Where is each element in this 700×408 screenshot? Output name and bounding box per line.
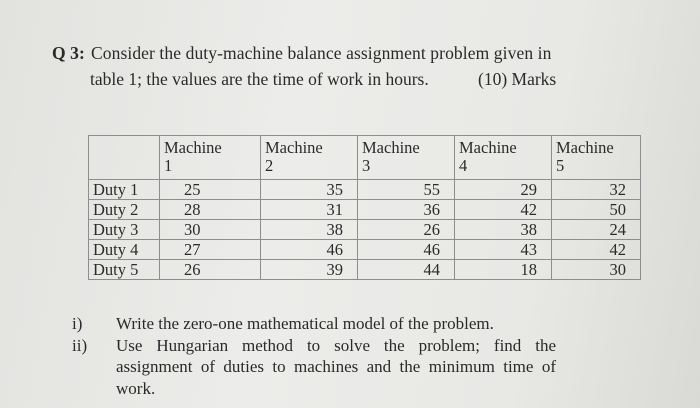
table-cell: 27 — [160, 240, 261, 260]
column-header-machine-1: Machine 1 — [160, 136, 261, 180]
table-row — [89, 260, 641, 280]
table-cell: 42 — [455, 200, 552, 220]
table-cell: 38 — [455, 220, 552, 240]
list-item — [72, 313, 556, 335]
table-row — [89, 180, 641, 200]
column-header-machine-2: Machine 2 — [261, 136, 358, 180]
table-header-row — [89, 136, 641, 180]
sub-question-list — [72, 313, 556, 399]
table-cell: 42 — [552, 240, 641, 260]
row-label: Duty 1 — [89, 180, 160, 200]
table-cell: 18 — [455, 260, 552, 280]
table-cell: 31 — [261, 200, 358, 220]
table-cell: 44 — [358, 260, 455, 280]
table-cell: 46 — [261, 240, 358, 260]
table-cell: 35 — [261, 180, 358, 200]
table-cell: 32 — [552, 180, 641, 200]
table-cell: 26 — [160, 260, 261, 280]
table-corner-cell — [89, 136, 160, 180]
table-cell: 50 — [552, 200, 641, 220]
table-cell: 46 — [358, 240, 455, 260]
table-cell: 30 — [552, 260, 641, 280]
question-marks: (10) Marks — [478, 69, 557, 89]
row-label: Duty 2 — [89, 200, 160, 220]
row-label: Duty 4 — [89, 240, 160, 260]
list-item — [72, 335, 556, 400]
list-item-text: Use Hungarian method to solve the problem; find the assignment of duties to machines and the minimum time of work. — [116, 335, 556, 398]
table-cell: 29 — [455, 180, 552, 200]
question-text-1: Consider the duty-machine balance assignment problem given in — [90, 43, 552, 63]
question-number: Q 3: — [52, 43, 85, 63]
table-cell: 39 — [261, 260, 358, 280]
question-line-1 — [52, 43, 551, 64]
table-cell: 30 — [160, 220, 261, 240]
list-marker: i) — [72, 314, 83, 333]
table-cell: 55 — [358, 180, 455, 200]
assignment-table — [88, 135, 641, 280]
table-row — [89, 200, 641, 220]
row-label: Duty 3 — [89, 220, 160, 240]
table-cell: 28 — [160, 200, 261, 220]
table-row — [89, 220, 641, 240]
table-cell: 43 — [455, 240, 552, 260]
table-cell: 26 — [358, 220, 455, 240]
question-line-2: table 1; the values are the time of work in hours. — [90, 69, 429, 89]
column-header-machine-5: Machine 5 — [552, 136, 641, 180]
table-cell: 25 — [160, 180, 261, 200]
table-row — [89, 240, 641, 260]
list-item-text: Write the zero-one mathematical model of the problem. — [116, 314, 494, 333]
table-cell: 24 — [552, 220, 641, 240]
row-label: Duty 5 — [89, 260, 160, 280]
column-header-machine-3: Machine 3 — [358, 136, 455, 180]
list-marker: ii) — [72, 335, 88, 355]
table-cell: 38 — [261, 220, 358, 240]
table-cell: 36 — [358, 200, 455, 220]
column-header-machine-4: Machine 4 — [455, 136, 552, 180]
